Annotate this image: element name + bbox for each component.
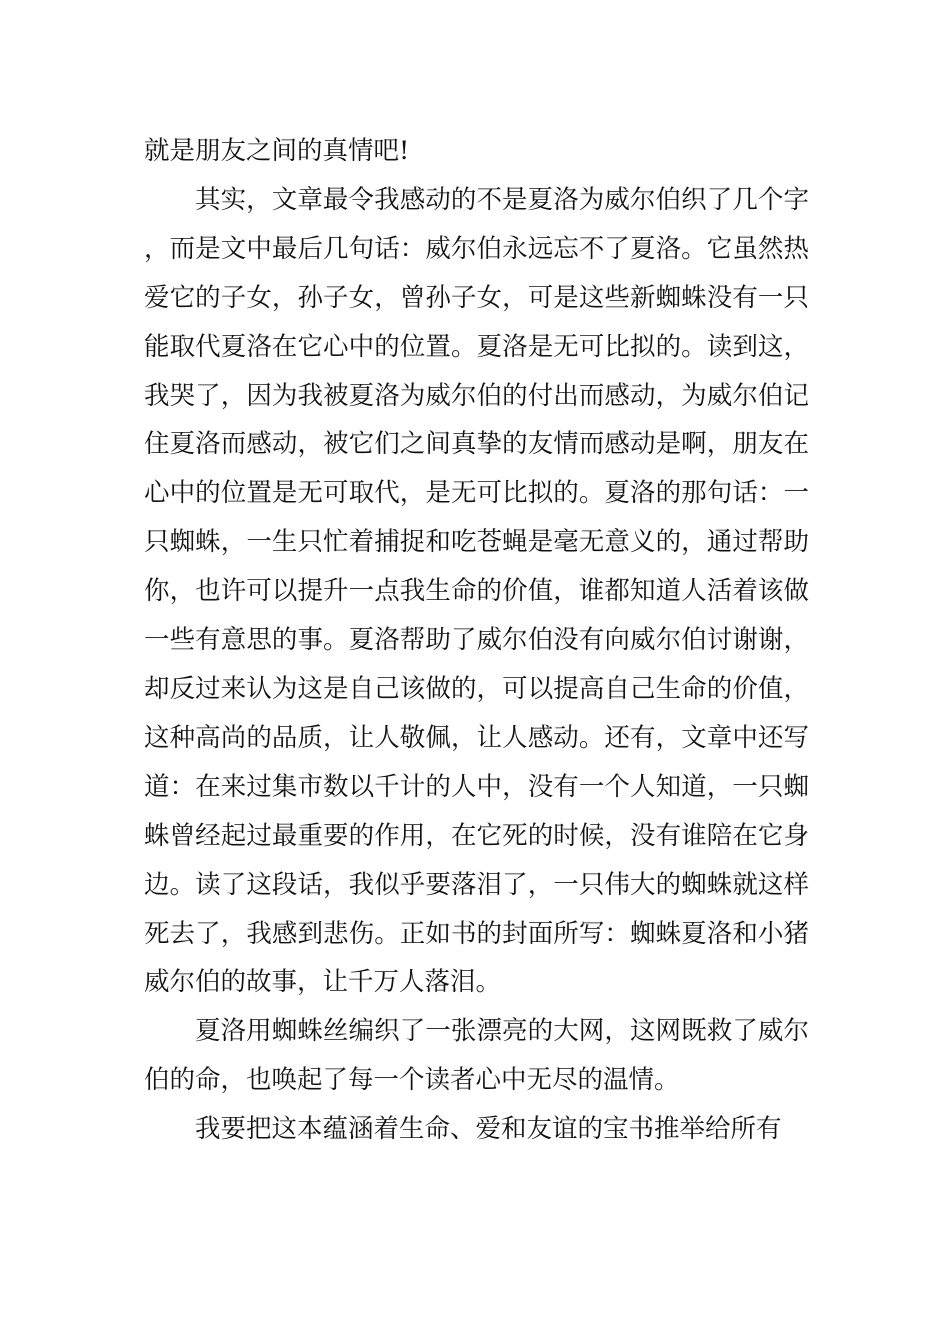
document-body [144,127,809,1154]
paragraph-1: 就是朋友之间的真情吧! [144,136,410,166]
paragraph-4: 我要把这本蕴涵着生命、爱和友谊的宝书推举给所有 [195,1114,782,1145]
paragraph-3: 夏洛用蜘蛛丝编织了一张漂亮的大网，这网既救了威尔伯的命，也唤起了每一个读者心中无尽的温情。 [144,1016,809,1096]
paragraph-2: 其实，文章最令我感动的不是夏洛为威尔伯织了几个字，而是文中最后几句话：威尔伯永远忘不了夏洛。它虽然热爱它的子女，孙子女，曾孙子女，可是这些新蜘蛛没有一只能取代夏洛在它心中的位置。夏洛是无可比拟的。读到这，我哭了，因为我被夏洛为威尔伯的付出而感动，为威尔伯记住夏洛而感动，被它们之间真挚的友情而感动是啊，朋友在心中的位置是无可取代，是无可比拟的。夏洛的那句话：一只蜘蛛，一生只忙着捕捉和吃苍蝇是毫无意义的，通过帮助你，也许可以提升一点我生命的价值，谁都知道人活着该做一些有意思的事。夏洛帮助了威尔伯没有向威尔伯讨谢谢，却反过来认为这是自己该做的，可以提高自己生命的价值，这种高尚的品质，让人敬佩，让人感动。还有，文章中还写道：在来过集市数以千计的人中，没有一个人知道，一只蜘蛛曾经起过最重要的作用，在它死的时候，没有谁陪在它身边。读了这段话，我似乎要落泪了，一只伟大的蜘蛛就这样死去了，我感到悲伤。正如书的封面所写：蜘蛛夏洛和小猪威尔伯的故事，让千万人落泪。 [144,184,809,998]
